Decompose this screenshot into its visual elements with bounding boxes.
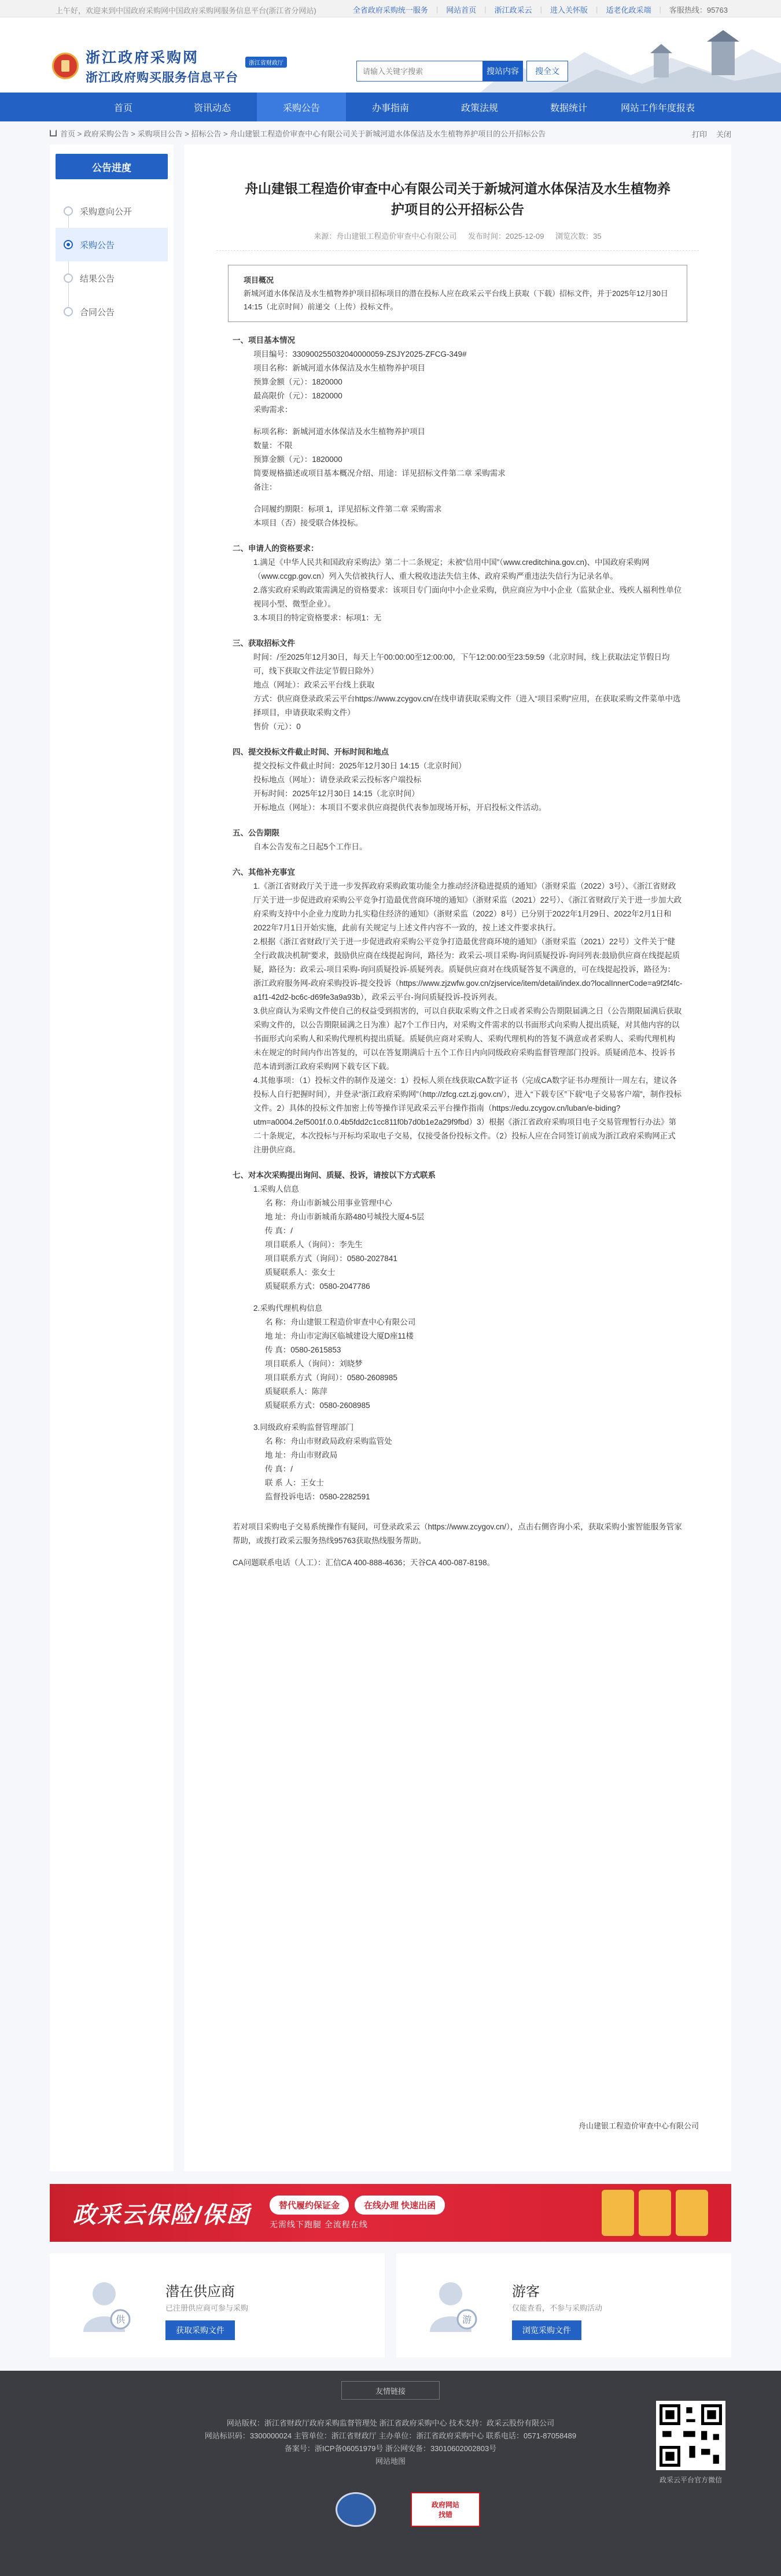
welcome-text: 上午好，欢迎来到中国政府采购网中国政府采购网服务信息平台(浙江省分网站) (56, 6, 316, 15)
body-paragraph: 2.采购代理机构信息 (253, 1304, 323, 1313)
site-title: 浙江政府采购网 (86, 50, 200, 66)
top-link-elder[interactable]: 适老化政采端 (606, 6, 651, 14)
body-paragraph: 采购需求： (253, 405, 293, 414)
spacer (233, 1512, 683, 1520)
body-paragraph: 项目名称：新城河道水体保洁及水生植物养护项目 (253, 364, 425, 372)
supplier-avatar-icon (78, 2276, 135, 2334)
body-paragraph: 传 真：/ (265, 1226, 293, 1235)
section-heading: 二、申请人的资格要求： (233, 544, 319, 553)
spacer (233, 1504, 683, 1512)
breadcrumb-bar (50, 121, 731, 145)
nav-guide[interactable]: 办事指南 (371, 103, 409, 113)
body-paragraph: 地 址：舟山市新城甬东路480号城投大厦4-5层 (265, 1213, 425, 1221)
summary-title: 项目概况 (244, 276, 274, 284)
step-contract[interactable]: 合同公告 (56, 295, 168, 328)
search-input[interactable] (356, 61, 482, 82)
section-heading: 五、公告期限 (233, 829, 279, 837)
article-source: 来源：舟山建银工程造价审查中心有限公司 (314, 232, 457, 241)
spacer (233, 1548, 683, 1556)
step-dot-icon (64, 274, 73, 283)
party-gov-emblem-icon[interactable] (336, 2492, 376, 2527)
body-paragraph: 开标地点（网址）：本项目不要求供应商提供代表参加现场开标，开启投标文件活动。 (253, 803, 547, 812)
top-links: 全省政府采购统一服务 | 网站首页 | 浙江政采云 | 进入关怀版 | 适老化政采端 | 客服热线：95763 (352, 5, 728, 14)
body-paragraph: 质疑联系人：陈萍 (265, 1387, 327, 1396)
nav-stats[interactable]: 数据统计 (550, 103, 587, 113)
body-paragraph: 质疑联系方式：0580-2608985 (265, 1401, 370, 1410)
qr-code-icon (656, 2401, 725, 2470)
banner-decoration (602, 2190, 708, 2236)
sitemap-link[interactable]: 网站地图 (375, 2457, 406, 2466)
spacer (233, 1293, 683, 1302)
nav-annual-report[interactable]: 网站工作年度报表 (620, 103, 695, 113)
banner-subtitle: 无需线下跑腿 全流程在线 (270, 2220, 368, 2229)
spacer (233, 494, 683, 502)
body-paragraph: 3.同级政府采购监督管理部门 (253, 1423, 354, 1432)
site-subtitle: 浙江政府购买服务信息平台 (86, 71, 238, 84)
article-body (216, 334, 699, 1570)
friend-links-select[interactable]: 友情链接 (341, 2381, 440, 2400)
body-paragraph: 方式：供应商登录政采云平台https://www.zcygov.cn/在线申请获取采购文件（进入“项目采购”应用，在获取采购文件菜单中选择项目，申请获取采购文件） (253, 694, 681, 717)
step-dot-icon (64, 240, 73, 249)
body-paragraph: 备注： (253, 483, 277, 491)
page-actions (692, 128, 731, 139)
body-paragraph: 名 称：舟山市新城公用事业管理中心 (265, 1199, 392, 1207)
banner-pill-2: 在线办理 快速出函 (355, 2196, 445, 2215)
breadcrumb[interactable]: 首页 > 政府采购公告 > 采购项目公告 > 招标公告 > 舟山建银工程造价审查中心有限公司关于新城河道水体保洁及水生植物养护项目的公开招标公告 (60, 129, 546, 138)
access-cards (50, 2253, 731, 2357)
body-paragraph: 本项目（否）接受联合体投标。 (253, 519, 363, 527)
article-meta (216, 230, 699, 251)
top-link-care[interactable]: 进入关怀版 (550, 6, 588, 14)
nav-home[interactable]: 首页 (113, 103, 132, 113)
supplier-card-desc: 已注册供应商可参与采购 (165, 2304, 249, 2312)
body-paragraph: 简要规格描述或项目基本概况介绍、用途：详见招标文件第二章 采购需求 (253, 469, 506, 478)
article-date: 发布时间：2025-12-09 (468, 232, 544, 241)
footer (0, 2371, 781, 2576)
sidebar-title: 公告进度 (56, 154, 168, 179)
body-paragraph: 项目联系方式（询问）：0580-2027841 (265, 1254, 397, 1263)
body-paragraph: 时间：/至2025年12月30日，每天上午00:00:00至12:00:00，下午12:00:00至23:59:59（北京时间，线上获取法定节假日均可，线下获取文件法定节假日除外） (253, 653, 670, 675)
body-paragraph: 自本公告发布之日起5个工作日。 (253, 842, 367, 851)
body-paragraph: 名 称：舟山建银工程造价审查中心有限公司 (265, 1318, 416, 1326)
body-paragraph: 地点（网址）：政采云平台线上获取 (253, 681, 375, 689)
nav-policy[interactable]: 政策法规 (461, 103, 498, 113)
emblem-icon (52, 53, 79, 79)
body-paragraph: 3.本项目的特定资格要求：标项1：无 (253, 613, 382, 622)
get-docs-button[interactable]: 获取采购文件 (165, 2320, 235, 2340)
step-result[interactable]: 结果公告 (56, 261, 168, 295)
body-paragraph: 1.满足《中华人民共和国政府采购法》第二十二条规定；未被“信用中国”（www.creditchina.gov.cn)、中国政府采购网（www.ccgp.gov.cn）列入失信被执行人、重大税收违法失信主体、政府采购严重违法失信行为记录名单。 (253, 558, 650, 581)
visitor-card-title: 游客 (512, 2284, 540, 2300)
top-link-province[interactable]: 全省政府采购统一服务 (352, 6, 428, 14)
body-paragraph: 1.《浙江省财政厅关于进一步发挥政府采购政策功能全力推动经济稳进提质的通知》（浙财采监（2022）3号）、《浙江省财政厅关于进一步促进政府采购公平竞争打造最优营商环境的通知》（浙财采监（2021）22号）、《浙江省财政厅关于进一步加大政府采购支持中小企业力度助力扎实稳住经济的通知》（浙财采监（2022）8号）已分别于2022年1月29日、2022年2月1日和2022年7月1日开始实施，此前有关规定与上述文件内容不一致的，按上述文件要求执行。 (253, 882, 682, 932)
step-intent[interactable]: 采购意向公开 (56, 194, 168, 228)
sidebar (50, 145, 174, 2171)
body-paragraph: 预算金额（元）：1820000 (253, 455, 342, 464)
body-paragraph: 标项名称：新城河道水体保洁及水生植物养护项目 (253, 427, 425, 436)
spacer (233, 417, 683, 425)
body-paragraph: 名 称：舟山市财政局政府采购监管处 (265, 1437, 392, 1446)
supplier-card (50, 2253, 385, 2357)
search-fulltext-button[interactable]: 搜全文 (526, 61, 568, 82)
article-views: 浏览次数：35 (555, 232, 602, 241)
article (184, 145, 731, 2171)
print-button[interactable]: 打印 (691, 130, 707, 139)
banner-pill-1: 替代履约保证金 (270, 2196, 349, 2215)
article-signature: 舟山建银工程造价审查中心有限公司 (578, 2122, 699, 2130)
footer-info: 网站版权：浙江省财政厅政府采购监督管理处 浙江省政府采购中心 技术支持：政采云股份有限公司 网站标识码：3300000024 主管单位：浙江省财政厅 主办单位：浙江省政府采购中心 联系电话：0571-87058489 备案号：浙ICP备06051979号 浙公网安备：33010602002803号 网站地图 (0, 2417, 781, 2468)
step-notice[interactable]: 采购公告 (56, 228, 168, 261)
supplier-card-title: 潜在供应商 (165, 2284, 235, 2300)
section-heading: 六、其他补充事宜 (233, 868, 295, 877)
body-paragraph: 预算金额（元）：1820000 (253, 378, 342, 386)
body-paragraph: 项目联系方式（询问）：0580-2608985 (265, 1373, 397, 1382)
body-paragraph: 最高限价（元）：1820000 (253, 391, 342, 400)
body-paragraph: 项目联系人（询问）：刘晓梦 (265, 1359, 363, 1368)
body-paragraph: 项目联系人（询问）：李先生 (265, 1240, 363, 1249)
nav-news[interactable]: 资讯动态 (193, 103, 231, 113)
section-heading: 一、项目基本情况 (233, 336, 295, 345)
body-paragraph: 2.落实政府采购政策需满足的资格要求：该项目专门面向中小企业采购，供应商应为中小企业（监狱企业、残疾人福利性单位视同小型、微型企业）。 (253, 586, 682, 608)
body-paragraph: 开标时间：2025年12月30日 14:15（北京时间） (253, 789, 419, 798)
body-paragraph: 投标地点（网址）：请登录政采云投标客户端投标 (253, 775, 422, 784)
body-paragraph: 2.根据《浙江省财政厅关于进一步促进政府采购公平竞争打造最优营商环境的通知》（浙财采监（2021）22号）文件关于“健全行政裁决机制”要求，鼓励供应商在线提起询问，路径为：政采云-项目采购-询问质疑投诉-询问列表:鼓励供应商在线提起质疑，路径为：政采云-项目采购-询问质疑投诉-质疑列表。质疑供应商对在线质疑答复不满意的，可在线提起投诉，路径为：浙江政府服务网-政府采购投诉-提交投诉（https://www.zjzwfw.gov.cn/zjservice/item/detail/index.do?localInnerCode=a9f2f4fc-a1f1-42d2-bc6c-d69fe3a9a93b），政采云平台-询问质疑投诉-投诉列表。 (253, 937, 683, 1001)
header (0, 17, 781, 93)
search-box (356, 61, 568, 82)
article-title: 舟山建银工程造价审查中心有限公司关于新城河道水体保洁及水生植物养护项目的公开招标公告 (245, 181, 671, 217)
body-paragraph: 若对项目采购电子交易系统操作有疑问，可登录政采云（https://www.zcygov.cn/），点击右侧咨询小采，获取采购小蜜智能服务管家帮助，或拨打政采云服务热线95763获取热线服务帮助。 (233, 1522, 682, 1545)
body-paragraph: 提交投标文件截止时间：2025年12月30日 14:15（北京时间） (253, 762, 466, 770)
svg-text:供: 供 (115, 2314, 126, 2325)
spacer (233, 1413, 683, 1421)
progress-steps (56, 194, 168, 328)
section-heading: 四、提交投标文件截止时间、开标时间和地点 (233, 748, 389, 756)
insurance-banner[interactable] (50, 2184, 731, 2242)
home-icon (50, 130, 57, 136)
site-badge: 浙江省财政厅 (245, 57, 287, 68)
main-area (50, 145, 731, 2171)
body-paragraph: 质疑联系方式：0580-2047786 (265, 1282, 370, 1291)
main-nav (0, 93, 781, 121)
top-link-zcy[interactable]: 浙江政采云 (494, 6, 532, 14)
body-paragraph: 项目编号：330900255032040000059-ZSJY2025-ZFCG-349# (253, 350, 467, 359)
summary-text: 新城河道水体保洁及水生植物养护项目招标项目的潜在投标人应在政采云平台线上获取（下载）招标文件，并于2025年12月30日 14:15（北京时间）前递交（上传）投标文件。 (244, 289, 668, 311)
section-heading: 三、获取招标文件 (233, 639, 295, 648)
body-paragraph: 4.其他事项：（1）投标文件的制作及递交：1）投标人须在线获取CA数字证书（完成CA数字证书办理预计一周左右，建议各投标人自行把握时间），并登录“浙江政府采购网”（http://zfcg.czt.zj.gov.cn/），进入“下载专区”下载“电子交易客户端”，制作投标文件。2）具体的投标文件加密上传等操作详见政采云平台操作指南（https://edu.zcygov.cn/luban/e-biding?utm=a0004.2ef5001f.0.0.4b5fdd2c1cc811f0b7d0b1e2a29f9fbd）3）根据《浙江省政府采购项目电子交易管理暂行办法》第二十条规定，本次投标与开标均采取电子交易，仅接受备份投标文件。（2）投标人应在合同签订前成为浙江政府采购网正式注册供应商。 (253, 1076, 682, 1154)
body-paragraph: 3.供应商认为采购文件使自己的权益受到损害的，可以自获取采购文件之日或者采购公告期限届满之日（公告期限届满后获取采购文件的，以公告期限届满之日为准）起7个工作日内，对采购文件需求的以书面形式向采购人提出质疑，对其他内容的以书面形式向采购人和采购代理机构提出质疑。质疑供应商对采购人、采购代理机构的答复不满意或者采购人、采购代理机构未在规定的时间内作出答复的，可以在答复期满后十五个工作日内向同级政府采购监督管理部门投诉。质疑函范本、投诉书范本请到浙江政府采购网下载专区下载。 (253, 1007, 682, 1071)
body-paragraph: 联 系 人：王女士 (265, 1479, 325, 1487)
visitor-avatar-icon (424, 2276, 482, 2334)
top-link-home[interactable]: 网站首页 (446, 6, 477, 14)
project-summary (228, 265, 687, 322)
site-error-report-badge[interactable]: 政府网站 找错 (411, 2492, 480, 2527)
body-paragraph: 合同履约期限：标项 1，详见招标文件第二章 采购需求 (253, 505, 442, 513)
body-paragraph: 监督投诉电话：0580-2282591 (265, 1492, 370, 1501)
body-paragraph: 传 真：0580-2615853 (265, 1346, 341, 1354)
svg-text:游: 游 (462, 2314, 472, 2325)
close-button[interactable]: 关闭 (716, 130, 731, 139)
hotline: 客服热线：95763 (669, 6, 728, 14)
visitor-card-desc: 仅能查看，不参与采购活动 (512, 2304, 603, 2312)
step-dot-icon (64, 206, 73, 216)
nav-notices[interactable]: 采购公告 (257, 93, 346, 121)
site-logo[interactable] (52, 46, 287, 86)
body-paragraph: CA问题联系电话（人工）：汇信CA 400-888-4636；天谷CA 400-087-8198。 (233, 1558, 495, 1567)
step-dot-icon (64, 307, 73, 316)
body-paragraph: 售价（元）：0 (253, 722, 301, 731)
qr-label: 政采云平台官方微信 (659, 2476, 722, 2484)
body-paragraph: 传 真：/ (265, 1465, 293, 1473)
browse-docs-button[interactable]: 浏览采购文件 (512, 2320, 581, 2340)
visitor-card (396, 2253, 731, 2357)
banner-title: 政采云保险/保函 (73, 2202, 251, 2228)
body-paragraph: 地 址：舟山市定海区临城建设大厦D座11楼 (265, 1332, 414, 1340)
body-paragraph: 质疑联系人：张女士 (265, 1268, 336, 1277)
body-paragraph: 地 址：舟山市财政局 (265, 1451, 338, 1459)
top-bar (0, 0, 781, 17)
body-paragraph: 1.采购人信息 (253, 1185, 299, 1193)
body-paragraph: 数量：不限 (253, 441, 293, 450)
search-site-button[interactable]: 搜站内容 (482, 61, 523, 82)
section-heading: 七、对本次采购提出询问、质疑、投诉，请按以下方式联系 (233, 1171, 436, 1180)
